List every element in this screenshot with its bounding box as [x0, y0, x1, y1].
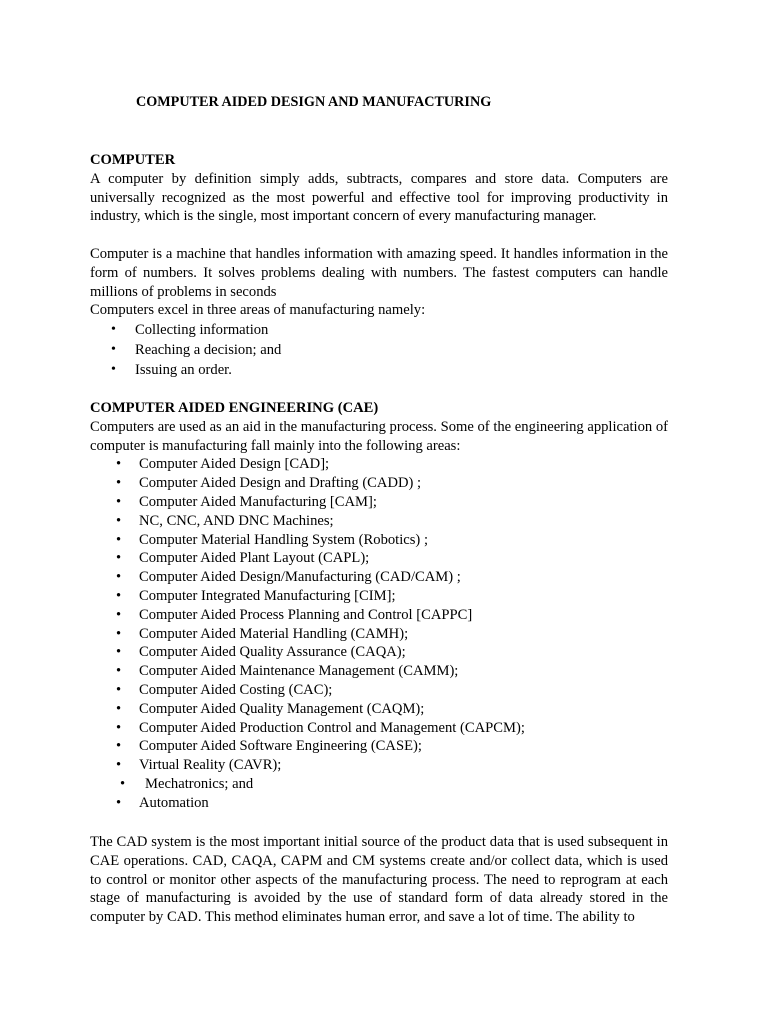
bullet-icon: •	[120, 775, 126, 792]
list-item-text: Reaching a decision; and	[135, 342, 282, 359]
list-item	[90, 340, 668, 360]
list-item	[90, 756, 668, 775]
section-heading: COMPUTER	[90, 152, 176, 168]
list-item-text: Computer Material Handling System (Robotics) ;	[139, 531, 428, 548]
bullet-icon: •	[116, 512, 122, 529]
bullet-icon: •	[116, 663, 122, 680]
bullet-icon: •	[116, 550, 122, 567]
list-item	[90, 531, 668, 550]
list-item-text: NC, CNC, AND DNC Machines;	[139, 512, 334, 529]
list-item	[90, 493, 668, 512]
list-item-text: Computer Integrated Manufacturing [CIM];	[139, 587, 396, 604]
section-cae	[90, 399, 668, 813]
paragraph: The CAD system is the most important initial source of the product data that is used subsequent in CAE operations. CAD, CAQA, CAPM and CM systems create and/or collect data, which is used to control or monitor other aspects of the manufacturing process. The need to reprogram at each stage of manufacturing is avoided by the use of standard form of data already stored in the computer by CAD. This method eliminates human error, and save a lot of time. The ability to	[90, 834, 668, 926]
bullet-icon: •	[116, 493, 122, 510]
paragraph: Computers excel in three areas of manufacturing namely:	[90, 302, 426, 319]
list-item-text: Collecting information	[135, 322, 269, 339]
section-computer-body	[90, 245, 668, 380]
list-item	[90, 794, 668, 813]
list-item	[90, 737, 668, 756]
list-item-text: Computer Aided Quality Assurance (CAQA);	[139, 644, 406, 661]
list-item	[90, 606, 668, 625]
list-item	[90, 568, 668, 587]
bullet-icon: •	[116, 644, 122, 661]
list-item	[90, 643, 668, 662]
section-computer	[90, 151, 668, 226]
bullet-icon: •	[111, 362, 116, 378]
list-item-text: Computer Aided Design/Manufacturing (CAD/CAM) ;	[139, 569, 461, 586]
bullet-icon: •	[116, 794, 122, 811]
bullet-icon: •	[116, 681, 122, 698]
bullet-icon: •	[116, 738, 122, 755]
list-item-text: Virtual Reality (CAVR);	[139, 757, 282, 774]
list-item-text: Computer Aided Costing (CAC);	[139, 681, 333, 698]
bullet-list	[90, 455, 668, 812]
bullet-icon: •	[116, 719, 122, 736]
list-item-text: Automation	[139, 794, 209, 811]
list-item	[90, 474, 668, 493]
paragraph: Computers are used as an aid in the manufacturing process. Some of the engineering application of computer is manufacturing fall mainly into the following areas:	[90, 418, 668, 454]
list-item-text: Computer Aided Manufacturing [CAM];	[139, 493, 377, 510]
bullet-icon: •	[111, 322, 116, 338]
paragraph: A computer by definition simply adds, subtracts, compares and store data. Computers are universally recognized as the most powerful and effective tool for improving productivity in industry, which is the single, most important concern of every manufacturing manager.	[90, 170, 668, 225]
page-title: COMPUTER AIDED DESIGN AND MANUFACTURING	[136, 94, 492, 110]
list-item	[90, 625, 668, 644]
list-item	[90, 320, 668, 340]
list-item	[90, 681, 668, 700]
list-item-text: Computer Aided Software Engineering (CASE);	[139, 738, 422, 755]
list-item-text: Computer Aided Design [CAD];	[139, 456, 330, 473]
list-item	[90, 587, 668, 606]
bullet-icon: •	[116, 456, 122, 473]
list-item	[90, 775, 668, 794]
bullet-icon: •	[116, 531, 122, 548]
list-item	[90, 549, 668, 568]
list-item	[90, 455, 668, 474]
section-heading: COMPUTER AIDED ENGINEERING (CAE)	[90, 400, 379, 416]
list-item-text: Computer Aided Process Planning and Control [CAPPC]	[139, 606, 473, 623]
bullet-icon: •	[116, 569, 122, 586]
section-cae-body	[90, 833, 668, 927]
list-item	[90, 662, 668, 681]
list-item-text: Issuing an order.	[135, 362, 232, 379]
bullet-icon: •	[116, 587, 122, 604]
bullet-icon: •	[116, 757, 122, 774]
list-item-text: Computer Aided Design and Drafting (CADD) ;	[139, 475, 422, 492]
bullet-icon: •	[116, 625, 122, 642]
bullet-list	[90, 320, 668, 380]
bullet-icon: •	[116, 700, 122, 717]
list-item-text: Computer Aided Quality Management (CAQM);	[139, 700, 425, 717]
list-item-text: Computer Aided Production Control and Management (CAPCM);	[139, 719, 525, 736]
list-item-text: Mechatronics; and	[145, 775, 254, 792]
bullet-icon: •	[111, 342, 116, 358]
paragraph: Computer is a machine that handles information with amazing speed. It handles information in the form of numbers. It solves problems dealing with numbers. The fastest computers can handle millions of problems in seconds	[90, 246, 668, 300]
list-item	[90, 700, 668, 719]
list-item-text: Computer Aided Material Handling (CAMH);	[139, 625, 409, 642]
bullet-icon: •	[116, 475, 122, 492]
list-item-text: Computer Aided Plant Layout (CAPL);	[139, 550, 370, 567]
list-item	[90, 719, 668, 738]
list-item-text: Computer Aided Maintenance Management (CAMM);	[139, 663, 459, 680]
bullet-icon: •	[116, 606, 122, 623]
list-item	[90, 512, 668, 531]
list-item	[90, 360, 668, 380]
